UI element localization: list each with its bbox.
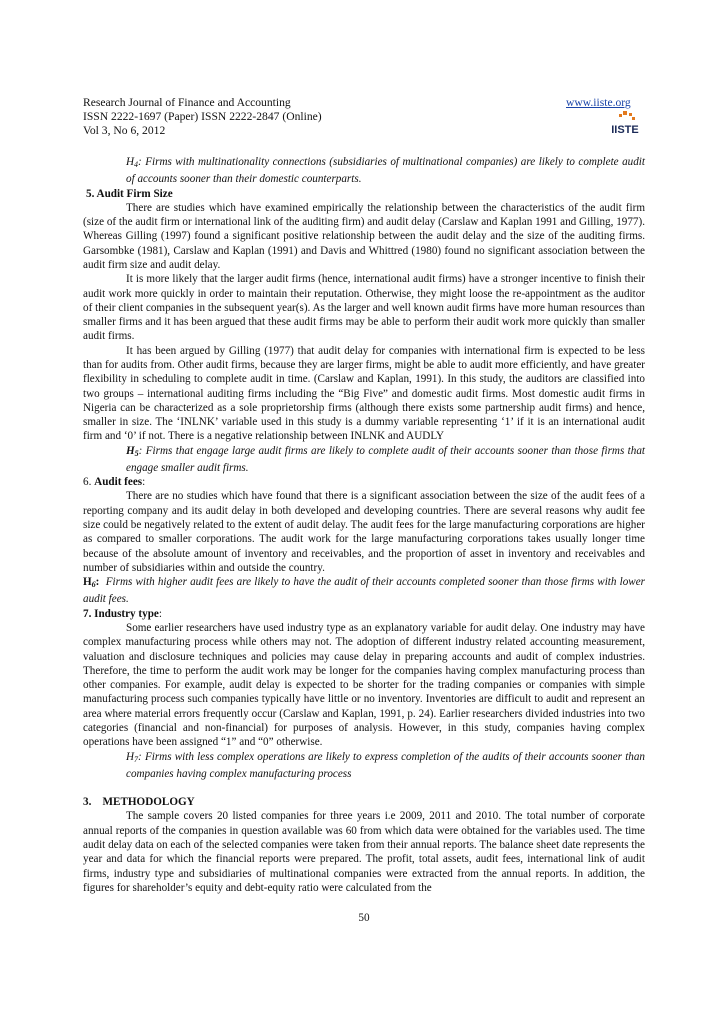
article-body [83, 155, 645, 895]
logo-lettering: IISTE [611, 124, 639, 136]
running-header [83, 96, 643, 138]
section-5-paragraph-2: It is more likely that the larger audit firms (hence, international audit firms) have a stronger incentive to finish their audit work more quickly in order to maintain their reputation. Otherwise, they might loose the re-appointment as the auditor of their client companies in the subsequent year(s). As the larger and well known audit firms have more human resources than smaller firms and it has been argued that these audit firms may be able to perform their audit work more quickly than smaller audit firms. [83, 273, 645, 343]
methodology-paragraph-1: The sample covers 20 listed companies for three years i.e 2009, 2011 and 2010. The total number of corporate annual reports of the companies in question available was 60 from which data were obtained for the variables used. The time audit delay data on each of the selected companies were taken from their annual reports. The balance sheet date represents the year and data for which the financial reports were prepared. The profit, total assets, audit fees, international link of audit firms, industry type and subsidiaries of multinational companies were extracted from the annual reports. In addition, the figures for shareholder’s equity and debt-equity ratio were calculated from the [83, 810, 645, 894]
hypothesis-h5: $H_5$: Firms that engage large audit firms are likely to complete audit of their accounts sooner than those firms that engage smaller audit firms. [126, 444, 645, 474]
section-5-heading: 5. Audit Firm Size [86, 187, 173, 200]
methodology-heading: 3. METHODOLOGY [83, 796, 195, 809]
section-7-paragraph-1: Some earlier researchers have used industry type as an explanatory variable for audit delay. One industry may have complex manufacturing process while others may not. The adoption of different industry related accounting measurement, valuation and disclosure techniques and policies may cause delay in preparing accounts and audit of complex industries. Therefore, the time to perform the audit work may be longer for the companies having complex manufacturing process than other companies. For example, audit delay is expected to be shorter for the trading companies or companies with simple manufacturing process such companies typically have little or no inventory. Inventories are difficult to audit and represent an area where material errors frequently occur (Carslaw and Kaplan, 1991, p. 24). Earlier researchers divided industries into two categories (financial and non-financial) for purposes of analysis. However, in this study, companies having complex operations have been assigned “1” and “0” otherwise. [83, 622, 645, 749]
volume-line: Vol 3, No 6, 2012 [83, 124, 166, 137]
journal-url-link[interactable]: www.iiste.org [566, 96, 631, 109]
page-number: 50 [358, 912, 370, 924]
section-6-paragraph-1: There are no studies which have found that there is a significant association between the size of the audit fees of a reporting company and its audit delay in both developed and developing countries. There are several reasons why audit fee size could be negatively related to the extent of audit delay. The audit fees for the large manufacturing corporations are higher as compared to smaller corporations. The audit work for the large manufacturing corporations takes usually longer time because of the absolute amount of inventory and receivables, and the proportion of asset in inventory and receivables and number of subsidiaries within and outside the country. [83, 490, 645, 574]
journal-title: Research Journal of Finance and Accounting [83, 96, 291, 109]
hypothesis-h7: $H_7$: Firms with less complex operations are likely to express completion of the audits of their accounts sooner than companies having complex manufacturing process [126, 750, 645, 780]
section-5-paragraph-3: It has been argued by Gilling (1977) that audit delay for companies with international firm is expected to be less than for audits from. Other audit firms, because they are larger firms, might be able to audit more efficiently, and have greater flexibility in scheduling to complete audit in time. (Carslaw and Kaplan, 1991). In this study, the auditors are classified into two groups – international auditing firms including the “Big Five” and domestic audit firms. Most domestic audit firms in Nigeria can be characterized as a sole proprietorship firms (although there exists some partnership audit firms) and hence, smaller in size. The ‘INLNK’ variable used in this study is a dummy variable representing ‘1’ if it is an international audit firm and ‘0’ if not. There is a negative relationship between INLNK and AUDLY [83, 344, 645, 443]
hypothesis-h4: $H_4$: Firms with multinationality connections (subsidiaries of multinational companies) are likely to complete audit of accounts sooner than their domestic counterparts. [126, 156, 645, 186]
iiste-logo [608, 110, 642, 136]
hypothesis-h6: $H_6$: Firms with higher audit fees are likely to have the audit of their accounts completed sooner than those firms with lower audit fees. [83, 576, 646, 606]
section-6-heading: 6. Audit fees: [83, 476, 146, 489]
issn-line: ISSN 2222-1697 (Paper) ISSN 2222-2847 (Online) [83, 110, 322, 123]
section-5-paragraph-1: There are studies which have examined empirically the relationship between the characteristics of the audit firm (size of the audit firm or international link of the auditing firm) and audit delay (Carslaw and Kaplan 1991 and Gilling, 1977). Whereas Gilling (1997) found a significant positive relationship between the audit delay and the size of the auditing firms. Garsombke (1981), Carslaw and Kaplan (1991) and Davis and Whittred (1980) found no significant association between the audit firm size and audit delay. [83, 201, 645, 271]
section-7-heading: 7. Industry type: [83, 607, 162, 620]
